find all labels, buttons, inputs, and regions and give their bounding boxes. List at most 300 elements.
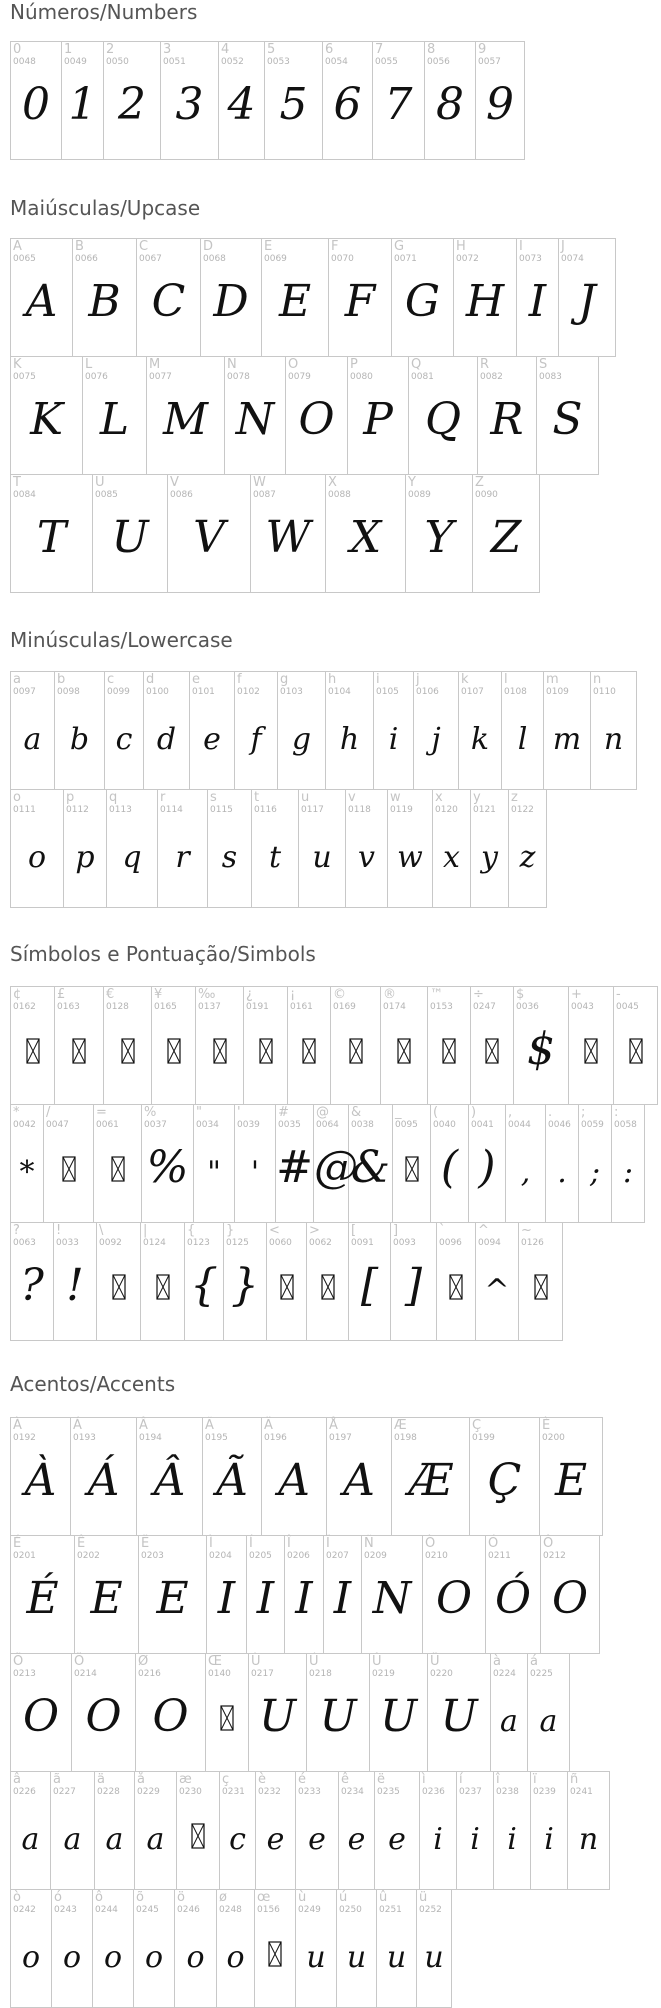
- character-code: 0196: [264, 1433, 287, 1443]
- glyph-sample: e: [266, 1822, 285, 1857]
- glyph-cell: [391, 1223, 437, 1341]
- glyph-sample: 6: [333, 79, 362, 130]
- character-code: 0050: [106, 57, 129, 67]
- glyph-cell: [105, 672, 144, 790]
- character-label: ù: [298, 1890, 307, 1905]
- character-label: o: [13, 790, 21, 805]
- character-label: W: [253, 475, 266, 490]
- character-label: 4: [221, 42, 230, 57]
- glyph-sample: k: [470, 722, 490, 757]
- character-code: 0140: [208, 1669, 231, 1679]
- character-label: Q: [411, 357, 422, 372]
- glyph-cell: [107, 790, 158, 908]
- character-code: 0105: [376, 687, 399, 697]
- character-label: `: [439, 1223, 446, 1238]
- character-code: 0214: [74, 1669, 97, 1679]
- character-label: Ö: [74, 1654, 85, 1669]
- character-label: 5: [267, 42, 276, 57]
- glyph-sample: o: [186, 1940, 205, 1975]
- character-label: i: [376, 672, 380, 687]
- character-label: !: [56, 1223, 62, 1238]
- glyph-cell: [11, 790, 64, 908]
- character-label: œ: [257, 1890, 271, 1905]
- glyph-sample: À: [24, 1455, 57, 1506]
- character-code: 0048: [13, 57, 36, 67]
- glyph-cell: [54, 1223, 97, 1341]
- character-label: -: [616, 987, 621, 1002]
- missing-glyph-icon: [302, 1038, 316, 1064]
- glyph-row: [10, 671, 637, 790]
- character-code: 0092: [99, 1238, 122, 1248]
- character-label: Å: [329, 1418, 338, 1433]
- glyph-cell: [11, 672, 55, 790]
- character-code: 0099: [107, 687, 130, 697]
- glyph-row: [10, 356, 599, 475]
- section-title: Acentos/Accents: [10, 1372, 176, 1396]
- character-label: $: [516, 987, 525, 1002]
- character-code: 0079: [288, 372, 311, 382]
- glyph-cell: [478, 357, 537, 475]
- glyph-sample: a: [539, 1704, 558, 1739]
- character-label: D: [203, 239, 214, 254]
- character-label: é: [298, 1772, 306, 1787]
- character-label: M: [149, 357, 161, 372]
- character-label: ò: [13, 1890, 21, 1905]
- character-label: [: [351, 1223, 357, 1238]
- character-label: Û: [372, 1654, 382, 1669]
- missing-glyph-icon: [220, 1705, 234, 1731]
- character-label: À: [13, 1418, 22, 1433]
- glyph-cell: [473, 475, 540, 593]
- glyph-cell: [373, 42, 425, 160]
- glyph-sample: p: [75, 840, 95, 875]
- character-label: ®: [383, 987, 396, 1002]
- character-code: 0248: [219, 1905, 242, 1915]
- character-code: 0103: [280, 687, 303, 697]
- character-label: î: [496, 1772, 500, 1787]
- glyph-cell: [591, 672, 637, 790]
- character-label: ): [471, 1105, 477, 1120]
- glyph-cell: [276, 1105, 314, 1223]
- character-label: ©: [333, 987, 346, 1002]
- character-label: .: [548, 1105, 553, 1120]
- character-label: *: [13, 1105, 20, 1120]
- character-code: 0042: [13, 1120, 36, 1130]
- character-code: 0074: [561, 254, 584, 264]
- missing-glyph-icon: [442, 1038, 456, 1064]
- character-code: 0095: [395, 1120, 418, 1130]
- character-code: 0097: [13, 687, 36, 697]
- glyph-sample: U: [379, 1691, 418, 1742]
- character-code: 0247: [473, 1002, 496, 1012]
- glyph-sample: @: [314, 1142, 358, 1193]
- character-label: ê: [341, 1772, 349, 1787]
- glyph-cell: [55, 987, 104, 1105]
- glyph-cell: [72, 1654, 136, 1772]
- character-code: 0245: [136, 1905, 159, 1915]
- character-label: Ä: [264, 1418, 273, 1433]
- glyph-sample: Â: [153, 1455, 186, 1506]
- glyph-sample: 3: [175, 79, 204, 130]
- character-label: j: [416, 672, 420, 687]
- glyph-cell: [175, 1890, 217, 2008]
- glyph-cell: [224, 1223, 267, 1341]
- character-code: 0251: [379, 1905, 402, 1915]
- glyph-sample: a: [63, 1822, 82, 1857]
- glyph-sample: 7: [384, 79, 413, 130]
- glyph-sample: g: [291, 722, 312, 757]
- glyph-sample: !: [66, 1260, 84, 1311]
- glyph-cell: [331, 987, 381, 1105]
- character-code: 0055: [375, 57, 398, 67]
- glyph-cell: [95, 1772, 135, 1890]
- glyph-sample: O: [85, 1691, 122, 1742]
- character-code: 0250: [339, 1905, 362, 1915]
- glyph-sample: $: [527, 1024, 555, 1075]
- glyph-cell: [136, 1654, 206, 1772]
- character-label: e: [192, 672, 200, 687]
- character-label: ã: [53, 1772, 61, 1787]
- character-code: 0226: [13, 1787, 36, 1797]
- missing-glyph-icon: [321, 1274, 335, 1300]
- character-label: 9: [478, 42, 487, 57]
- character-code: 0108: [504, 687, 527, 697]
- character-code: 0217: [251, 1669, 274, 1679]
- missing-glyph-icon: [449, 1274, 463, 1300]
- missing-glyph-icon: [405, 1156, 419, 1182]
- missing-glyph-icon: [213, 1038, 227, 1064]
- character-label: #: [278, 1105, 289, 1120]
- glyph-sample: I: [333, 1573, 352, 1624]
- character-label: õ: [136, 1890, 144, 1905]
- glyph-sample: u: [346, 1940, 367, 1975]
- character-label: G: [394, 239, 405, 254]
- glyph-sample: i: [470, 1822, 480, 1857]
- missing-glyph-icon: [349, 1038, 363, 1064]
- glyph-row: [10, 789, 547, 908]
- character-label: @: [316, 1105, 329, 1120]
- character-code: 0077: [149, 372, 172, 382]
- character-code: 0064: [316, 1120, 339, 1130]
- character-label: y: [473, 790, 481, 805]
- glyph-sample: ?: [20, 1260, 44, 1311]
- glyph-sample: 9: [486, 79, 514, 130]
- character-code: 0066: [75, 254, 98, 264]
- glyph-sample: j: [431, 722, 441, 757]
- glyph-sample: b: [69, 722, 90, 757]
- character-code: 0112: [66, 805, 89, 815]
- glyph-cell: [137, 239, 201, 357]
- glyph-cell: [152, 987, 196, 1105]
- character-label: A: [13, 239, 22, 254]
- character-label: \: [99, 1223, 104, 1238]
- character-code: 0073: [519, 254, 542, 264]
- glyph-cell: [314, 1105, 358, 1223]
- character-label: =: [96, 1105, 107, 1120]
- character-label: ú: [339, 1890, 348, 1905]
- character-code: 0191: [246, 1002, 269, 1012]
- character-code: 0211: [488, 1551, 511, 1561]
- glyph-sample: U: [440, 1691, 478, 1742]
- character-label: S: [539, 357, 548, 372]
- glyph-cell: [288, 987, 331, 1105]
- glyph-sample: U: [258, 1691, 297, 1742]
- character-code: 0091: [351, 1238, 374, 1248]
- glyph-cell: [431, 1105, 469, 1223]
- glyph-sample: a: [500, 1704, 518, 1739]
- character-label: 3: [163, 42, 172, 57]
- character-code: 0203: [141, 1551, 164, 1561]
- character-label: r: [160, 790, 166, 805]
- character-label: à: [493, 1654, 501, 1669]
- character-label: ~: [521, 1223, 532, 1238]
- glyph-sample: Z: [490, 512, 522, 563]
- character-code: 0195: [205, 1433, 228, 1443]
- glyph-cell: [251, 475, 326, 593]
- glyph-sample: B: [88, 276, 121, 327]
- missing-glyph-icon: [268, 1941, 282, 1967]
- character-code: 0200: [542, 1433, 565, 1443]
- character-code: 0193: [73, 1433, 96, 1443]
- glyph-sample: c: [115, 722, 133, 757]
- character-label: K: [13, 357, 22, 372]
- character-code: 0237: [459, 1787, 482, 1797]
- glyph-sample: m: [552, 722, 582, 757]
- glyph-cell: [392, 239, 454, 357]
- character-label: Ë: [141, 1536, 150, 1551]
- glyph-sample: w: [397, 840, 423, 875]
- glyph-cell: [425, 42, 476, 160]
- glyph-sample: 1: [68, 79, 97, 130]
- glyph-cell: [11, 357, 83, 475]
- glyph-sample: c: [229, 1822, 246, 1857]
- glyph-cell: [44, 1105, 94, 1223]
- glyph-cell: [255, 1890, 296, 2008]
- character-code: 0111: [13, 805, 36, 815]
- glyph-cell: [296, 1772, 339, 1890]
- glyph-sample: E: [278, 276, 312, 327]
- character-code: 0039: [237, 1120, 260, 1130]
- character-code: 0113: [109, 805, 132, 815]
- glyph-cell: [437, 1223, 476, 1341]
- character-label: c: [107, 672, 115, 687]
- glyph-cell: [51, 1772, 95, 1890]
- glyph-sample: A: [343, 1455, 375, 1506]
- glyph-cell: [55, 672, 105, 790]
- character-label: u: [301, 790, 310, 805]
- character-label: ì: [422, 1772, 426, 1787]
- glyph-sample: C: [151, 276, 186, 327]
- glyph-cell: [225, 357, 286, 475]
- glyph-cell: [296, 1890, 337, 2008]
- glyph-cell: [252, 790, 299, 908]
- glyph-cell: [517, 239, 559, 357]
- character-code: 0233: [298, 1787, 321, 1797]
- character-code: 0089: [408, 490, 431, 500]
- glyph-sample: o: [21, 1940, 41, 1975]
- character-label: F: [331, 239, 339, 254]
- character-label: ÷: [473, 987, 484, 1002]
- character-label: €: [106, 987, 115, 1002]
- character-code: 0228: [97, 1787, 120, 1797]
- glyph-cell: [158, 790, 208, 908]
- character-code: 0058: [614, 1120, 637, 1130]
- character-code: 0207: [326, 1551, 349, 1561]
- character-code: 0119: [390, 805, 413, 815]
- glyph-sample: Æ: [408, 1455, 453, 1506]
- character-code: 0202: [77, 1551, 100, 1561]
- glyph-sample: E: [156, 1573, 189, 1624]
- character-label: g: [280, 672, 289, 687]
- section-title: Minúsculas/Lowercase: [10, 628, 233, 652]
- glyph-cell: [256, 1772, 296, 1890]
- character-code: 0086: [170, 490, 193, 500]
- glyph-cell: [339, 1772, 375, 1890]
- glyph-sample: l: [517, 722, 528, 757]
- character-label: í: [459, 1772, 463, 1787]
- character-code: 0225: [530, 1669, 553, 1679]
- glyph-cell: [433, 790, 471, 908]
- glyph-cell: [348, 357, 409, 475]
- character-label: ¡: [290, 987, 296, 1002]
- character-code: 0098: [57, 687, 80, 697]
- glyph-cell: [471, 790, 509, 908]
- missing-glyph-icon: [584, 1038, 598, 1064]
- glyph-cell: [393, 1105, 431, 1223]
- glyph-row: [10, 986, 658, 1105]
- glyph-sample: P: [363, 394, 393, 445]
- glyph-cell: [139, 1536, 207, 1654]
- glyph-cell: [454, 239, 517, 357]
- character-code: 0067: [139, 254, 162, 264]
- glyph-cell: [568, 1772, 610, 1890]
- glyph-cell: [374, 672, 414, 790]
- character-label: Ø: [138, 1654, 149, 1669]
- character-label: a: [13, 672, 21, 687]
- character-code: 0231: [222, 1787, 245, 1797]
- character-label: >: [309, 1223, 320, 1238]
- glyph-cell: [559, 239, 616, 357]
- character-label: æ: [179, 1772, 192, 1787]
- character-code: 0213: [13, 1669, 36, 1679]
- character-label: f: [237, 672, 242, 687]
- character-code: 0088: [328, 490, 351, 500]
- glyph-sample: J: [578, 276, 596, 327]
- glyph-cell: [494, 1772, 531, 1890]
- character-label: £: [57, 987, 66, 1002]
- glyph-sample: e: [308, 1822, 326, 1857]
- character-code: 0090: [475, 490, 498, 500]
- character-code: 0093: [393, 1238, 416, 1248]
- missing-glyph-icon: [156, 1274, 170, 1300]
- glyph-sample: X: [349, 512, 382, 563]
- character-label: Ì: [209, 1536, 213, 1551]
- glyph-cell: [11, 1418, 71, 1536]
- glyph-cell: [329, 239, 392, 357]
- glyph-cell: [546, 1105, 579, 1223]
- character-code: 0230: [179, 1787, 202, 1797]
- character-code: 0234: [341, 1787, 364, 1797]
- character-label: q: [109, 790, 118, 805]
- character-code: 0046: [548, 1120, 571, 1130]
- glyph-cell: [392, 1418, 470, 1536]
- character-code: 0065: [13, 254, 36, 264]
- character-label: ¿: [246, 987, 253, 1002]
- character-label: s: [210, 790, 217, 805]
- character-code: 0110: [593, 687, 616, 697]
- glyph-sample: N: [372, 1573, 412, 1624]
- glyph-sample: i: [433, 1822, 443, 1857]
- character-code: 0075: [13, 372, 36, 382]
- glyph-sample: x: [443, 840, 460, 875]
- character-code: 0249: [298, 1905, 321, 1915]
- character-label: T: [13, 475, 21, 490]
- glyph-cell: [476, 42, 525, 160]
- glyph-sample: n: [603, 722, 624, 757]
- character-label: 7: [375, 42, 384, 57]
- glyph-sample: a: [146, 1822, 165, 1857]
- glyph-cell: [569, 987, 614, 1105]
- character-label: ‰: [198, 987, 216, 1002]
- glyph-sample: D: [213, 276, 249, 327]
- glyph-sample: 0: [22, 79, 50, 130]
- character-code: 0054: [325, 57, 348, 67]
- character-code: 0104: [328, 687, 351, 697]
- glyph-sample: h: [339, 722, 360, 757]
- glyph-cell: [286, 357, 348, 475]
- character-code: 0040: [433, 1120, 456, 1130]
- glyph-sample: 5: [279, 79, 308, 130]
- character-code: 0100: [146, 687, 169, 697]
- character-code: 0156: [257, 1905, 280, 1915]
- section-title: Maiúsculas/Upcase: [10, 196, 201, 220]
- glyph-sample: I: [256, 1573, 275, 1624]
- glyph-row: [10, 1771, 610, 1890]
- glyph-cell: [93, 1890, 134, 2008]
- glyph-cell: [265, 42, 323, 160]
- character-label: {: [187, 1223, 196, 1238]
- glyph-cell: [62, 42, 104, 160]
- character-code: 0201: [13, 1551, 36, 1561]
- character-label: H: [456, 239, 466, 254]
- glyph-sample: e: [388, 1822, 406, 1857]
- character-code: 0068: [203, 254, 226, 264]
- character-label: U: [95, 475, 105, 490]
- glyph-cell: [491, 1654, 528, 1772]
- character-label: ç: [222, 1772, 230, 1787]
- character-label: l: [504, 672, 508, 687]
- glyph-cell: [11, 987, 55, 1105]
- glyph-cell: [203, 1418, 262, 1536]
- glyph-sample: Ã: [216, 1455, 248, 1506]
- character-label: V: [170, 475, 179, 490]
- character-code: 0125: [226, 1238, 249, 1248]
- glyph-cell: [235, 1105, 276, 1223]
- character-label: Î: [287, 1536, 291, 1551]
- character-label: _: [395, 1105, 402, 1120]
- character-label: û: [379, 1890, 388, 1905]
- glyph-cell: [137, 1418, 203, 1536]
- glyph-cell: [194, 1105, 235, 1223]
- glyph-cell: [428, 987, 471, 1105]
- character-label: ë: [377, 1772, 385, 1787]
- glyph-cell: [409, 357, 478, 475]
- character-code: 0199: [472, 1433, 495, 1443]
- missing-glyph-icon: [72, 1038, 86, 1064]
- glyph-sample: o: [27, 840, 47, 875]
- glyph-cell: [201, 239, 262, 357]
- glyph-sample: r: [175, 840, 190, 875]
